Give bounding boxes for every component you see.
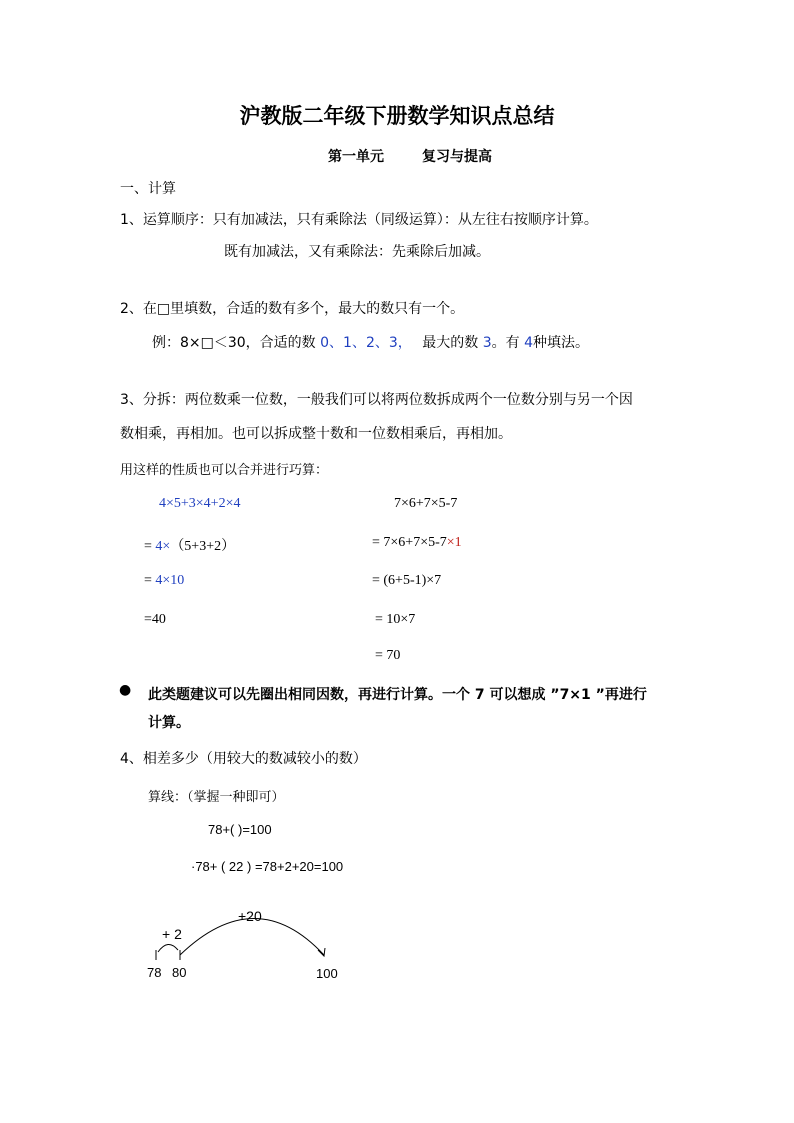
item3-line3: 用这样的性质也可以合并进行巧算：: [120, 463, 329, 478]
example-max-value: 3: [482, 335, 492, 351]
note-line2: 计算。: [148, 715, 190, 731]
example-values: 0、1、2、3，: [320, 335, 412, 351]
number-100: 100: [316, 966, 338, 981]
calc-left-2-b: （5+3+2）: [170, 539, 236, 554]
calc-left-3-eq: =: [144, 573, 152, 588]
item4-eq1: 78+( )=100: [208, 822, 272, 837]
unit-topic: 复习与提高: [422, 149, 492, 165]
item2-line1: 2、在□里填数，合适的数有多个，最大的数只有一个。: [120, 301, 465, 317]
item4-eq2: ·78+ ( 22 ) =78+2+20=100: [191, 859, 344, 874]
calc-left-3: [144, 573, 184, 589]
item4-method: 算线：（掌握一种即可）: [148, 790, 285, 805]
item3-line2: 数相乘，再相加。也可以拆成整十数和一位数相乘后，再相加。: [120, 426, 512, 442]
example-suffix: 种填法。: [532, 335, 589, 351]
calc-right-2-eq: =: [372, 535, 380, 550]
calc-right-2-b: ×1: [446, 535, 462, 550]
calc-right-1: 7×6+7×5-7: [394, 496, 458, 511]
item1-line2: 既有加减法，又有乘除法：先乘除后加减。: [224, 244, 490, 260]
calc-left-2: [144, 535, 235, 555]
small-jump-label: + 2: [162, 926, 182, 942]
small-jump-arc: [158, 944, 178, 952]
calc-right-3: = (6+5-1)×7: [372, 573, 442, 588]
number-80: 80: [172, 965, 187, 980]
example-count: 4: [524, 335, 533, 351]
number-line-diagram: [140, 900, 380, 990]
item1-line1: 1、运算顺序：只有加减法，只有乘除法（同级运算）：从左往右按顺序计算。: [120, 212, 598, 228]
big-jump-label: +20: [238, 908, 262, 924]
example-max-label: 最大的数: [422, 335, 479, 351]
calc-left-3-value: 4×10: [155, 573, 185, 588]
item2-example: [152, 332, 589, 352]
item4-heading: 4、相差多少（用较大的数减较小的数）: [120, 751, 367, 767]
calc-right-2-a: 7×6+7×5-7: [383, 535, 447, 550]
example-prefix: 例：8×□＜30，合适的数: [152, 335, 316, 351]
calc-left-2-eq: =: [144, 539, 152, 554]
page-title: 沪教版二年级下册数学知识点总结: [239, 103, 555, 128]
calc-right-2: [372, 535, 462, 551]
calc-left-2-a: 4×: [155, 539, 171, 554]
calc-right-5: = 70: [375, 648, 401, 663]
calc-left-4: =40: [144, 612, 166, 627]
note-line1: 此类题建议可以先圈出相同因数，再进行计算。一个 7 可以想成 ”7×1 ”再进行: [148, 687, 647, 703]
calc-right-4: = 10×7: [375, 612, 416, 627]
item3-line1: 3、分拆：两位数乘一位数，一般我们可以将两位数拆成两个一位数分别与另一个因: [120, 392, 633, 408]
number-78: 78: [147, 965, 162, 980]
unit-name: 第一单元: [328, 149, 384, 165]
calc-left-1: 4×5+3×4+2×4: [159, 496, 241, 511]
bullet-icon: ●: [119, 682, 132, 698]
example-have: 。有: [491, 335, 520, 351]
section-heading: 一、计算: [120, 181, 176, 197]
